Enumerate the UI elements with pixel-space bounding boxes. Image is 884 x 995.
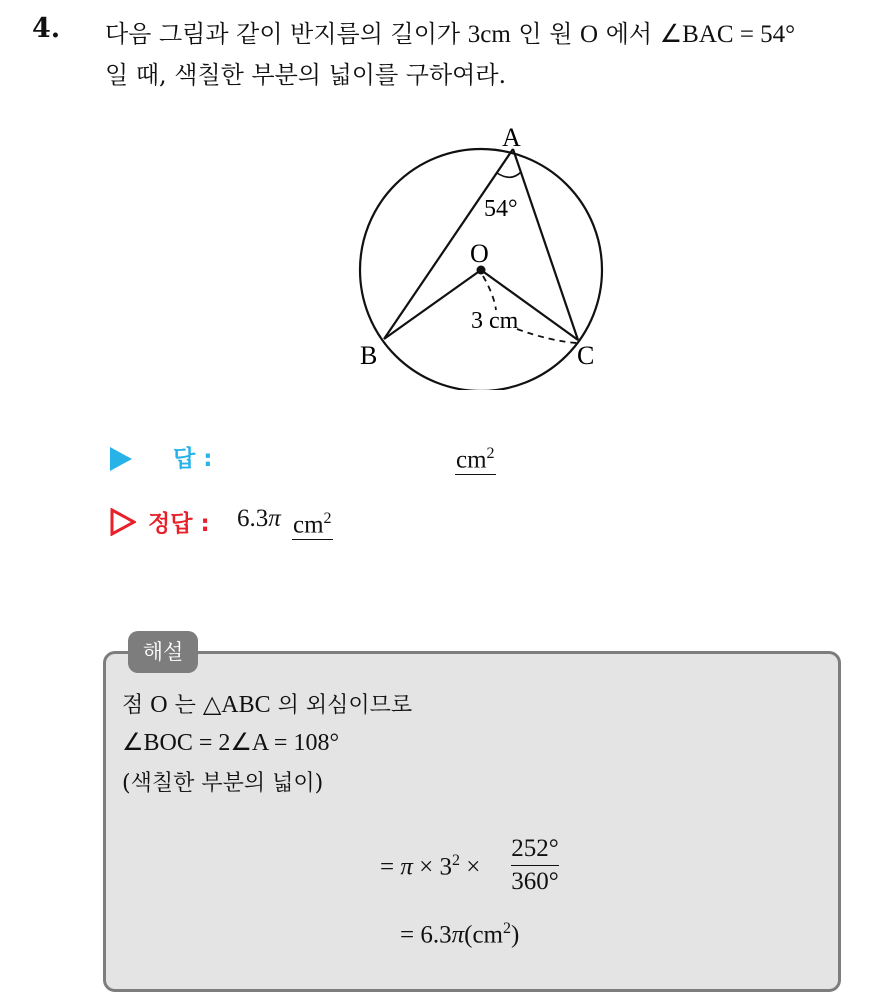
answer-unit-exponent: 2: [486, 445, 495, 462]
chord-ac: [513, 149, 578, 340]
solution-triangle: △ABC: [202, 692, 271, 718]
correct-value: [237, 505, 281, 533]
correct-unit-text: cm: [293, 511, 324, 539]
radius-value: 3cm: [467, 21, 511, 48]
equation-2-close: ): [511, 921, 520, 949]
label-a: A: [502, 123, 521, 152]
equation-2-pi: π: [451, 921, 465, 949]
label-o: O: [470, 239, 489, 268]
fraction-numerator: 252°: [511, 835, 559, 862]
correct-label: 정답 :: [148, 511, 210, 537]
answer-label: 답 :: [173, 446, 213, 472]
answer-row: [110, 438, 610, 478]
solution-angle-boc: ∠BOC = 2∠A = 108°: [122, 730, 340, 756]
angle-label: 54°: [484, 196, 518, 222]
equation-1-fraction: [511, 836, 559, 895]
equation-2-exponent: 2: [503, 920, 512, 937]
angle-arc: [497, 172, 521, 177]
question-text: [105, 14, 875, 95]
solution-line-2: [122, 728, 339, 757]
question-text-part2: 인 원: [510, 20, 581, 48]
solution-line-1-a: 점: [122, 693, 151, 718]
solution-line-1: [122, 688, 412, 719]
equation-1-exponent: 2: [452, 852, 460, 869]
equation-2-unit: (cm: [464, 921, 504, 949]
answer-blank[interactable]: [455, 440, 496, 475]
radius-label: 3 cm: [471, 308, 519, 334]
label-b: B: [360, 341, 378, 370]
solution-line-3: (색칠한 부분의 넓이): [122, 771, 324, 796]
radius-ob: [384, 270, 481, 339]
label-c: C: [577, 341, 595, 370]
answer-unit: cm: [456, 446, 487, 474]
correct-value-pi: π: [268, 505, 281, 532]
solution-line-1-b: 는: [167, 693, 203, 718]
solution-tab: 해설: [128, 631, 198, 673]
question-number: 4.: [32, 13, 61, 44]
solution-equation-1: [380, 836, 580, 896]
equation-1-pi: π: [400, 853, 413, 881]
center-name: O: [580, 21, 599, 48]
question-text-part1: 다음 그림과 같이 반지름의 길이가: [105, 20, 468, 48]
fraction-bar: [511, 865, 559, 866]
fraction-denominator: 360°: [511, 868, 559, 895]
solid-triangle-icon: [110, 447, 132, 471]
correct-answer-row: [110, 502, 610, 542]
equation-2-value: = 6.3: [400, 921, 452, 949]
angle-expression: ∠BAC = 54°: [659, 21, 796, 48]
equation-1-times-three: × 3: [412, 853, 452, 881]
solution-point-o: O: [150, 692, 168, 718]
equation-1-lhs: [380, 852, 480, 881]
correct-unit-exponent: 2: [323, 510, 332, 527]
correct-unit: [292, 505, 333, 540]
circle-figure: [330, 110, 630, 390]
equation-1-equals: =: [380, 853, 401, 881]
outline-triangle-icon: [110, 508, 136, 536]
question-text-part3: 에서: [598, 20, 660, 48]
equation-1-times: ×: [460, 853, 481, 881]
solution-line-1-c: 의 외심이므로: [270, 693, 413, 718]
correct-value-number: 6.3: [237, 505, 269, 532]
solution-equation-2: [400, 920, 519, 949]
question-text-line2: 일 때, 색칠한 부분의 넓이를 구하여라.: [105, 61, 507, 89]
